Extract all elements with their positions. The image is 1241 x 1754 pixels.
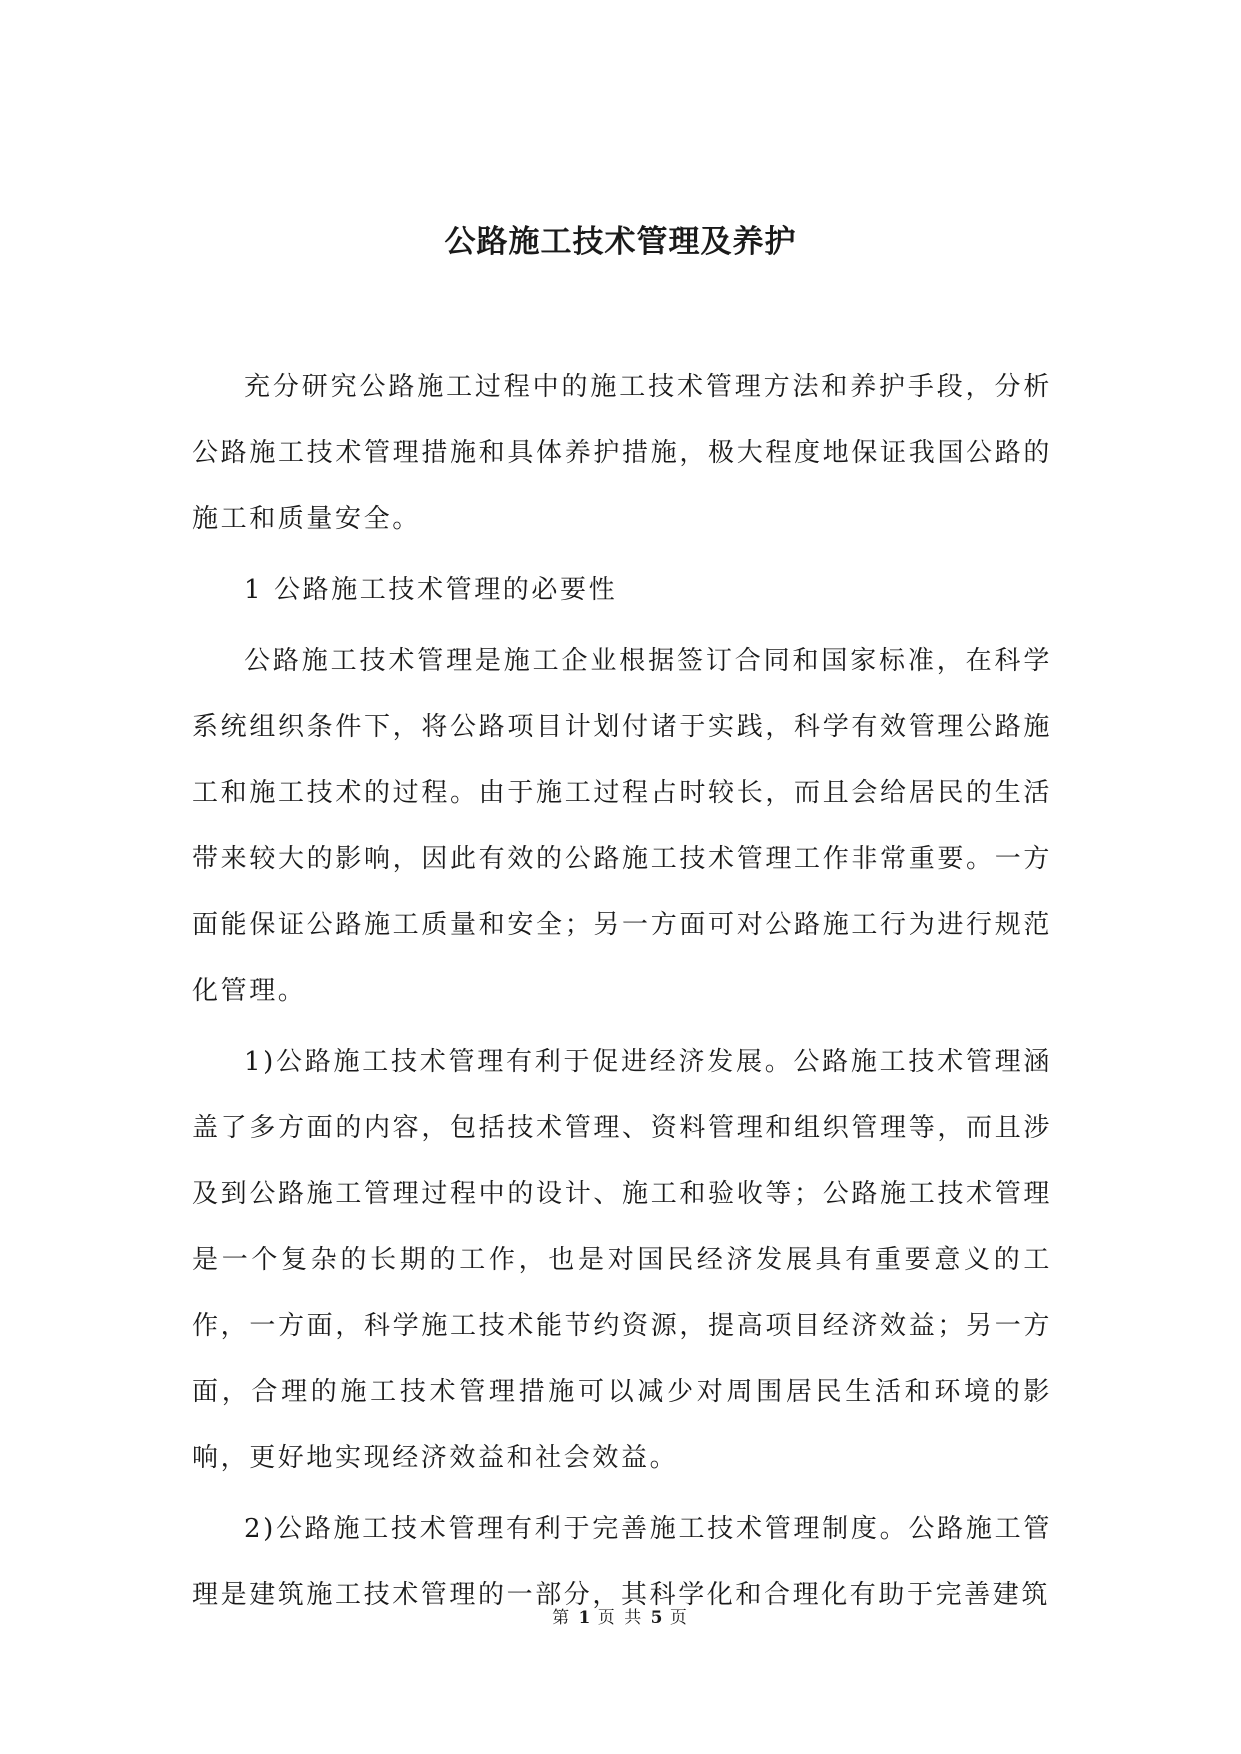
page-footer [0, 1607, 1241, 1629]
footer-prefix: 第 [552, 1608, 572, 1628]
footer-middle: 页 共 [597, 1608, 644, 1628]
footer-suffix: 页 [669, 1608, 689, 1628]
document-title: 公路施工技术管理及养护 [444, 224, 797, 260]
current-page-number: 1 [578, 1608, 591, 1628]
body-paragraph: 1)公路施工技术管理有利于促进经济发展。公路施工技术管理涵盖了多方面的内容，包括技术管理、资料管理和组织管理等，而且涉及到公路施工管理过程中的设计、施工和验收等；公路施工技术管理是一个复杂的长期的工作，也是对国民经济发展具有重要意义的工作，一方面，科学施工技术能节约资源，提高项目经济效益；另一方面，合理的施工技术管理措施可以减少对周围居民生活和环境的影响，更好地实现经济效益和社会效益。 [192, 1047, 1052, 1473]
body-paragraph: 2)公路施工技术管理有利于完善施工技术管理制度。公路施工管理是建筑施工技术管理的一部分，其科学化和合理化有助于完善建筑 [192, 1514, 1052, 1610]
total-pages-number: 5 [650, 1608, 663, 1628]
body-paragraph: 公路施工技术管理是施工企业根据签订合同和国家标准，在科学系统组织条件下，将公路项目计划付诸于实践，科学有效管理公路施工和施工技术的过程。由于施工过程占时较长，而且会给居民的生活带来较大的影响，因此有效的公路施工技术管理工作非常重要。一方面能保证公路施工质量和安全；另一方面可对公路施工行为进行规范化管理。 [192, 646, 1052, 1006]
section-heading: 1 公路施工技术管理的必要性 [244, 575, 618, 605]
intro-paragraph: 充分研究公路施工过程中的施工技术管理方法和养护手段，分析公路施工技术管理措施和具体养护措施，极大程度地保证我国公路的施工和质量安全。 [192, 372, 1052, 534]
document-body [192, 354, 1052, 1633]
